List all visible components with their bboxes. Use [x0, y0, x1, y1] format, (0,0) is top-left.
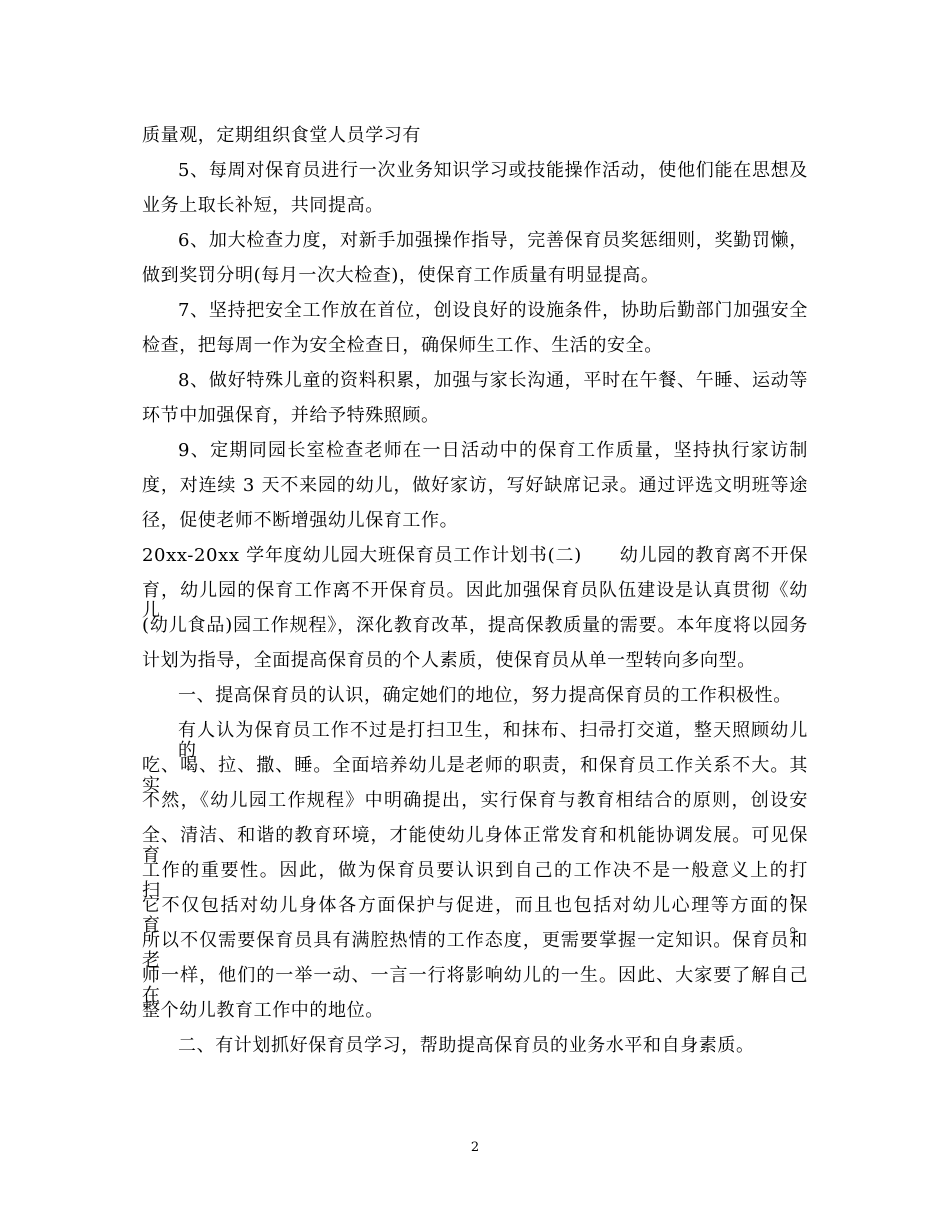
text-line: 环节中加强保育，并给予特殊照顾。	[142, 405, 440, 426]
section-heading: 二、有计划抓好保育员学习，帮助提高保育员的业务水平和自身素质。	[178, 1035, 755, 1056]
text-line: 径，促使老师不断增强幼儿保育工作。	[142, 510, 459, 531]
text-line: (幼儿食品)园工作规程》，深化教育改革，提高保教质量的需要。本年度将以园务	[142, 615, 808, 636]
text-line: 不然，《幼儿园工作规程》中明确提出，实行保育与教育相结合的原则，创设安	[142, 790, 808, 811]
text-line: 所以不仅需要保育员具有满腔热情的工作态度，更需要掌握一定知识。保育员和老	[142, 930, 808, 971]
text-line: 8、做好特殊儿童的资料积累，加强与家长沟通，平时在午餐、午睡、运动等	[178, 370, 808, 391]
text-line: 质量观，定期组织食堂人员学习有	[142, 125, 421, 146]
text-line: 9、定期同园长室检查老师在一日活动中的保育工作质量，坚持执行家访制	[178, 440, 808, 461]
text-line: 工作的重要性。因此，做为保育员要认识到自己的工作决不是一般意义上的打扫，	[142, 860, 808, 901]
text-line: 有人认为保育员工作不过是打扫卫生，和抹布、扫帚打交道，整天照顾幼儿的	[178, 720, 808, 761]
text-line: 做到奖罚分明(每月一次大检查)，使保育工作质量有明显提高。	[142, 265, 660, 286]
text-line: 6、加大检查力度，对新手加强操作指导，完善保育员奖惩细则，奖勤罚懒，	[178, 230, 808, 251]
text-line: 检查，把每周一作为安全检查日，确保师生工作、生活的安全。	[142, 335, 663, 356]
text-line: 整个幼儿教育工作中的地位。	[142, 1000, 384, 1021]
section-heading: 一、提高保育员的认识，确定她们的地位，努力提高保育员的工作积极性。	[178, 685, 792, 706]
text-line: 育，幼儿园的保育工作离不开保育员。因此加强保育员队伍建设是认真贯彻《幼儿	[142, 580, 808, 621]
text-line: 度，对连续 3 天不来园的幼儿，做好家访，写好缺席记录。通过评选文明班等途	[142, 475, 808, 496]
text-line: 7、坚持把安全工作放在首位，创设良好的设施条件，协助后勤部门加强安全	[178, 300, 808, 321]
text-line: 计划为指导，全面提高保育员的个人素质，使保育员从单一型转向多向型。	[142, 650, 756, 671]
text-line: 业务上取长补短，共同提高。	[142, 195, 384, 216]
document-body	[142, 126, 808, 1071]
text-line: 全、清洁、和谐的教育环境，才能使幼儿身体正常发育和机能协调发展。可见保育	[142, 825, 808, 866]
page-number: 2	[470, 1140, 480, 1155]
text-line: 师一样，他们的一举一动、一言一行将影响幼儿的一生。因此、大家要了解自己在	[142, 965, 808, 1006]
text-line: 20xx-20xx 学年度幼儿园大班保育员工作计划书(二) 幼儿园的教育离不开保	[142, 545, 808, 566]
text-line: 吃、喝、拉、撒、睡。全面培养幼儿是老师的职责，和保育员工作关系不大。其实	[142, 755, 808, 796]
text-line: 5、每周对保育员进行一次业务知识学习或技能操作活动，使他们能在思想及	[178, 160, 808, 181]
text-line: 它不仅包括对幼儿身体各方面保护与促进，而且也包括对幼儿心理等方面的保育。	[142, 895, 808, 936]
